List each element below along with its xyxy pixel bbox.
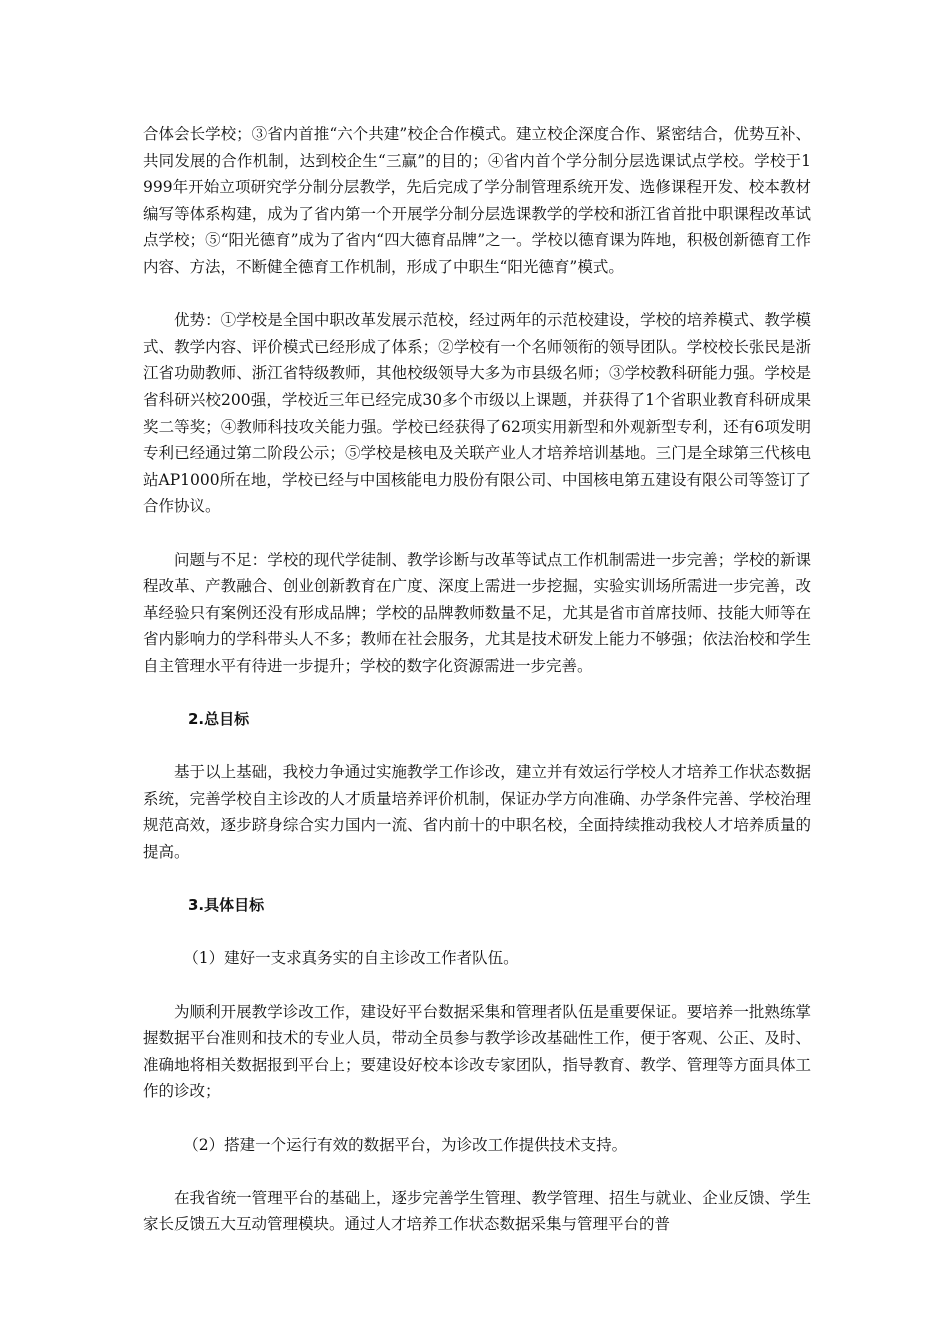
heading-specific-goals: 3.具体目标 — [188, 896, 265, 915]
paragraph-goal-1: 为顺利开展教学诊改工作，建设好平台数据采集和管理者队伍是重要保证。要培养一批熟练掌握数据平台准则和技术的专业人员，带动全员参与教学诊改基础性工作，便于客观、公正、及时、准确地将相关数据报到平台上；要建设好校本诊改专家团队，指导教育、教学、管理等方面具体工作的诊改； — [143, 1002, 811, 1101]
paragraph-problems: 问题与不足：学校的现代学徒制、教学诊断与改革等试点工作机制需进一步完善；学校的新课程改革、产教融合、创业创新教育在广度、深度上需进一步挖掘，实验实训场所需进一步完善，改革经验只有案例还没有形成品牌；学校的品牌教师数量不足，尤其是省市首席技师、技能大师等在省内影响力的学科带头人不多；教师在社会服务，尤其是技术研发上能力不够强；依法治校和学生自主管理水平有待进一步提升；学校的数字化资源需进一步完善。 — [143, 550, 811, 675]
paragraph-goal-2: 在我省统一管理平台的基础上，逐步完善学生管理、教学管理、招生与就业、企业反馈、学生家长反馈五大互动管理模块。通过人才培养工作状态数据采集与管理平台的普 — [143, 1188, 811, 1234]
paragraph-advantages: 优势：①学校是全国中职改革发展示范校，经过两年的示范校建设，学校的培养模式、教学模式、教学内容、评价模式已经形成了体系；②学校有一个名师领衔的领导团队。学校校长张民是浙江省功勋教师、浙江省特级教师，其他校级领导大多为市县级名师；③学校教科研能力强。学校是省科研兴校200强，学校近三年已经完成30多个市级以上课题，并获得了1个省职业教育科研成果奖二等奖；④教师科技攻关能力强。学校已经获得了62项实用新型和外观新型专利，还有6项发明专利已经通过第二阶段公示；⑤学校是核电及关联产业人才培养培训基地。三门是全球第三代核电站AP1000所在地，学校已经与中国核能电力股份有限公司、中国核电第五建设有限公司等签订了合作协议。 — [143, 311, 811, 516]
subheading-goal-1: （1）建好一支求真务实的自主诊改工作者队伍。 — [183, 949, 519, 968]
paragraph-school-features: 合体会长学校；③省内首推“六个共建”校企合作模式。建立校企深度合作、紧密结合，优势互补、共同发展的合作机制，达到校企生“三赢”的目的；④省内首个学分制分层选课试点学校。学校于1999年开始立项研究学分制分层教学，先后完成了学分制管理系统开发、选修课程开发、校本教材编写等体系构建，成为了省内第一个开展学分制分层选课教学的学校和浙江省首批中职课程改革试点学校；⑤“阳光德育”成为了省内“四大德育品牌”之一。学校以德育课为阵地，积极创新德育工作内容、方法，不断健全德育工作机制，形成了中职生“阳光德育”模式。 — [143, 125, 811, 276]
paragraph-overall-goal: 基于以上基础，我校力争通过实施教学工作诊改，建立并有效运行学校人才培养工作状态数据系统，完善学校自主诊改的人才质量培养评价机制，保证办学方向准确、办学条件完善、学校治理规范高效，逐步跻身综合实力国内一流、省内前十的中职名校，全面持续推动我校人才培养质量的提高。 — [143, 763, 811, 862]
document-body — [143, 121, 811, 1238]
subheading-goal-2: （2）搭建一个运行有效的数据平台，为诊改工作提供技术支持。 — [183, 1135, 628, 1154]
heading-overall-goal: 2.总目标 — [188, 710, 250, 729]
